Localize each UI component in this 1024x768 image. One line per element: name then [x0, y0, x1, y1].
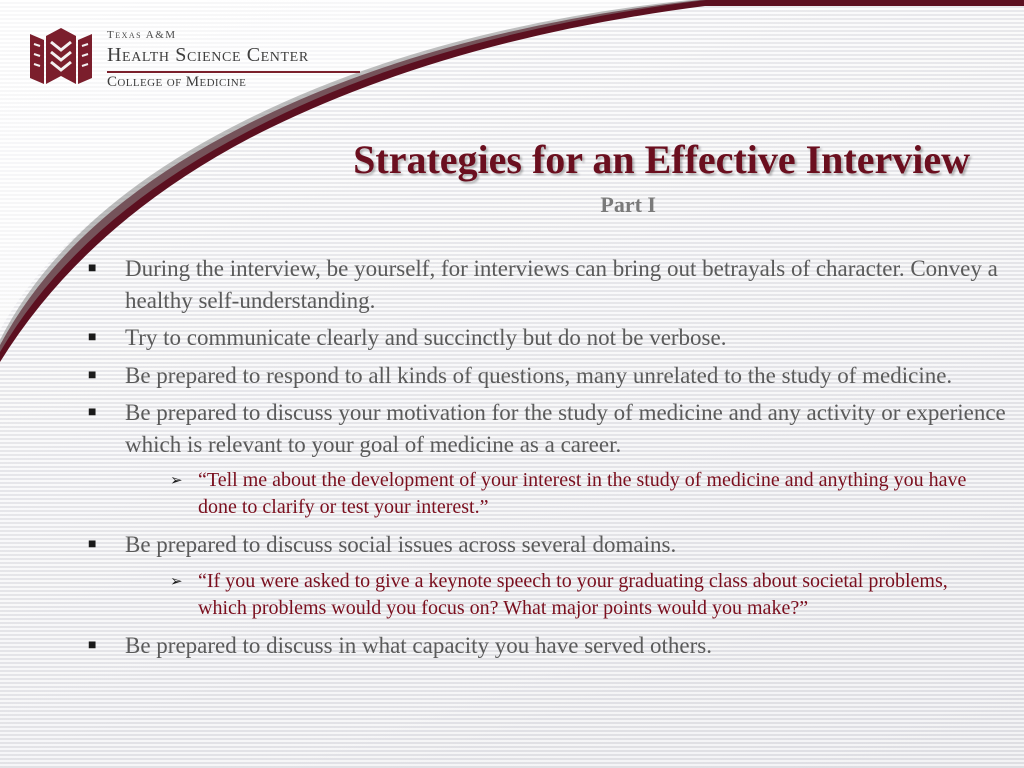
- logo: [24, 26, 364, 96]
- bullet-text: Be prepared to discuss in what capacity you have served others.: [125, 632, 712, 658]
- square-bullet-icon: ■: [88, 537, 97, 552]
- bullet-text: Be prepared to discuss social issues across several domains.: [125, 532, 677, 557]
- logo-college-name: College of Medicine: [107, 74, 247, 90]
- arrowhead-bullet-icon: ➢: [170, 471, 183, 489]
- bullet-text: Be prepared to respond to all kinds of questions, many unrelated to the study of medicine.: [125, 362, 953, 388]
- logo-center-name: Health Science Center: [107, 44, 309, 66]
- bullet-text: Be prepared to discuss your motivation for the study of medicine and any activity or experience which is relevant to your goal of medicine as a career.: [125, 400, 1006, 457]
- sub-bullet-text: “Tell me about the development of your interest in the study of medicine and anything you have done to clarify or test your interest.”: [198, 469, 967, 518]
- slide-title: Strategies for an Effective Interview: [353, 137, 970, 182]
- bullet-list: [88, 253, 1008, 661]
- bullet-item: [88, 322, 1008, 354]
- shield-logo-icon: [24, 26, 98, 86]
- square-bullet-icon: ■: [88, 261, 97, 276]
- arrowhead-bullet-icon: ➢: [170, 571, 183, 590]
- bullet-text: Try to communicate clearly and succinctly but do not be verbose.: [125, 325, 727, 350]
- bullet-item: [88, 360, 1008, 392]
- square-bullet-icon: ■: [88, 637, 97, 653]
- square-bullet-icon: ■: [88, 367, 97, 383]
- square-bullet-icon: ■: [88, 330, 97, 345]
- logo-institution: Texas A&M: [107, 29, 177, 41]
- slide-subtitle: Part I: [600, 192, 656, 217]
- bullet-item: [88, 253, 1008, 316]
- sub-bullet-item: [170, 568, 998, 622]
- bullet-item: [88, 397, 1008, 460]
- logo-divider: [107, 71, 360, 73]
- bullet-item: [88, 529, 1008, 561]
- square-bullet-icon: ■: [88, 405, 97, 420]
- bullet-item: [88, 630, 1008, 662]
- sub-bullet-item: [170, 467, 998, 521]
- bullet-text: During the interview, be yourself, for interviews can bring out betrayals of character. Convey a healthy self-understanding.: [125, 256, 998, 313]
- sub-bullet-text: “If you were asked to give a keynote speech to your graduating class about societal problems, which problems would you focus on? What major points would you make?”: [198, 569, 948, 619]
